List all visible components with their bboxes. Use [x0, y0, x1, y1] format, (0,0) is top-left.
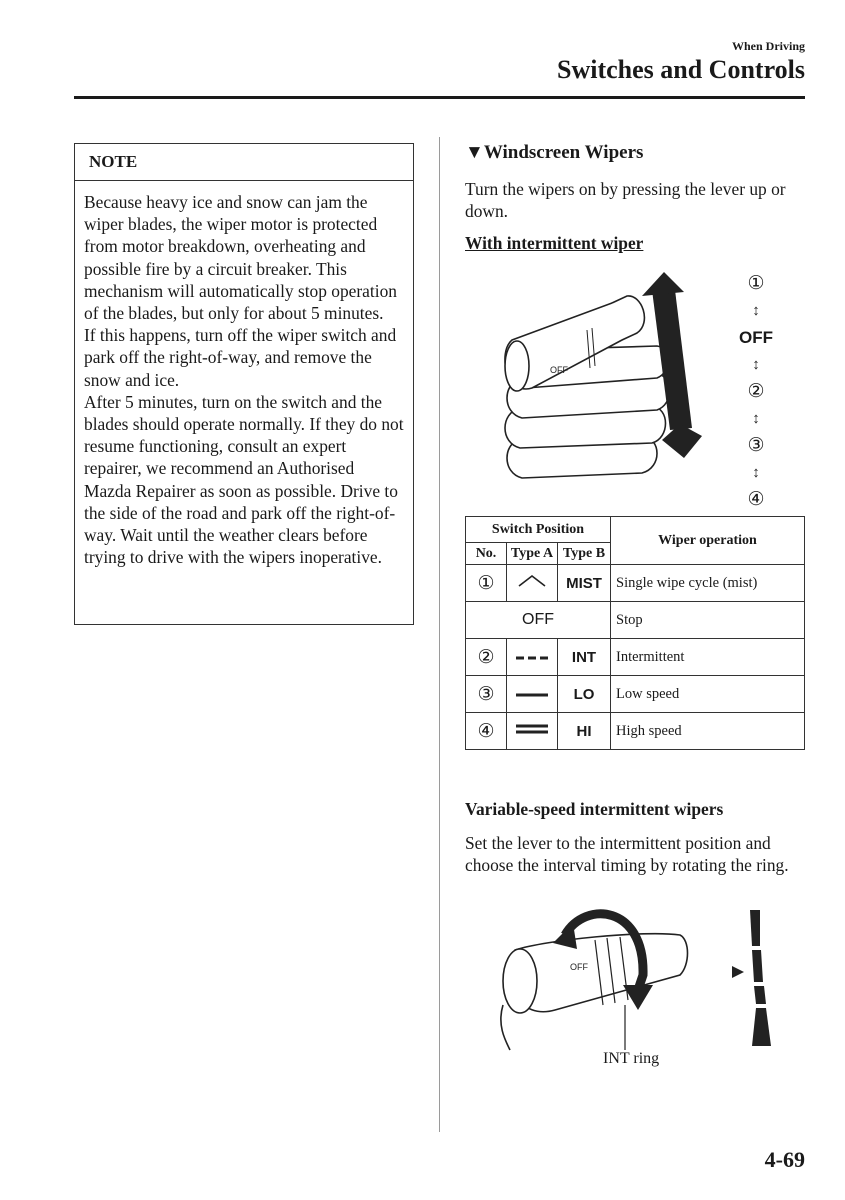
wiper-lever-illustration [492, 268, 722, 500]
wiper-position-table [465, 516, 805, 750]
type-b-label: LO [558, 676, 611, 713]
operation-text: High speed [611, 713, 805, 750]
off-label: OFF [466, 602, 611, 639]
table-row [466, 639, 805, 676]
double-line-icon [507, 713, 558, 750]
type-b-label: HI [558, 713, 611, 750]
note-label: NOTE [75, 144, 413, 181]
position-2-label: ② [747, 381, 765, 402]
column-divider [439, 137, 440, 1132]
row-no: ① [466, 565, 507, 602]
wipers-heading-text: Windscreen Wipers [483, 142, 644, 163]
page-number: 4-69 [764, 1147, 805, 1172]
operation-text: Stop [611, 602, 805, 639]
note-paragraph: After 5 minutes, turn on the switch and the blades should operate normally. If they do not resume functioning, consult an expert repairer, we recommend an Authorised Mazda Repairer as soon as possible. Drive to the side of the road and park off the right-of-way. Wait until the weather clears before trying to drive with the wipers inoperative. [84, 391, 404, 568]
caret-icon [507, 565, 558, 602]
lever-off-label: OFF [550, 365, 568, 375]
note-paragraph: Because heavy ice and snow can jam the wiper blades, the wiper motor is protected from motor breakdown, overheating and possible fire by a circuit breaker. This mechanism will automatically stop operation of the blades, but only for about 5 minutes. [84, 192, 397, 324]
position-4-label: ④ [747, 489, 765, 510]
table-row [466, 602, 805, 639]
position-3-label: ③ [747, 435, 765, 456]
row-no: ② [466, 639, 507, 676]
page-title: Switches and Controls [556, 55, 805, 84]
operation-text: Low speed [611, 676, 805, 713]
up-down-arrow-icon: ↕ [752, 303, 760, 319]
int-ring-illustration [495, 905, 695, 1055]
table-row [466, 713, 805, 750]
speed-scale-icon [730, 910, 775, 1050]
intermittent-subheading: With intermittent wiper [465, 233, 644, 253]
wipers-heading [465, 142, 643, 164]
table-row [466, 676, 805, 713]
note-box [74, 143, 414, 625]
wipers-intro: Turn the wipers on by pressing the lever up or down. [465, 179, 786, 221]
table-header-no: No. [466, 543, 507, 565]
dashed-line-icon [507, 639, 558, 676]
section-marker-icon: ▼ [465, 142, 484, 163]
up-down-arrow-icon: ↕ [752, 465, 760, 481]
table-header-type-b: Type B [558, 543, 611, 565]
row-no: ④ [466, 713, 507, 750]
variable-speed-subheading: Variable-speed intermittent wipers [465, 799, 724, 819]
note-paragraph: If this happens, turn off the wiper switch and park off the right-of-way, and remove the snow and ice. [84, 325, 397, 390]
up-down-arrow-icon: ↕ [752, 411, 760, 427]
note-body [75, 181, 413, 568]
position-list [736, 272, 776, 512]
type-b-label: MIST [558, 565, 611, 602]
table-header-operation: Wiper operation [611, 517, 805, 565]
ring-off-label: OFF [570, 962, 588, 972]
type-b-label: INT [558, 639, 611, 676]
section-label: When Driving [731, 39, 805, 53]
table-header-type-a: Type A [507, 543, 558, 565]
table-row [466, 565, 805, 602]
table-header-switch-position: Switch Position [466, 517, 611, 543]
row-no: ③ [466, 676, 507, 713]
operation-text: Intermittent [611, 639, 805, 676]
position-off-label: OFF [739, 328, 773, 347]
up-down-arrow-icon: ↕ [752, 357, 760, 373]
position-1-label: ① [747, 273, 765, 294]
single-line-icon [507, 676, 558, 713]
int-ring-label: INT ring [603, 1050, 660, 1067]
title-rule [74, 96, 805, 99]
operation-text: Single wipe cycle (mist) [611, 565, 805, 602]
variable-speed-text: Set the lever to the intermittent position and choose the interval timing by rotating the ring. [465, 833, 789, 875]
